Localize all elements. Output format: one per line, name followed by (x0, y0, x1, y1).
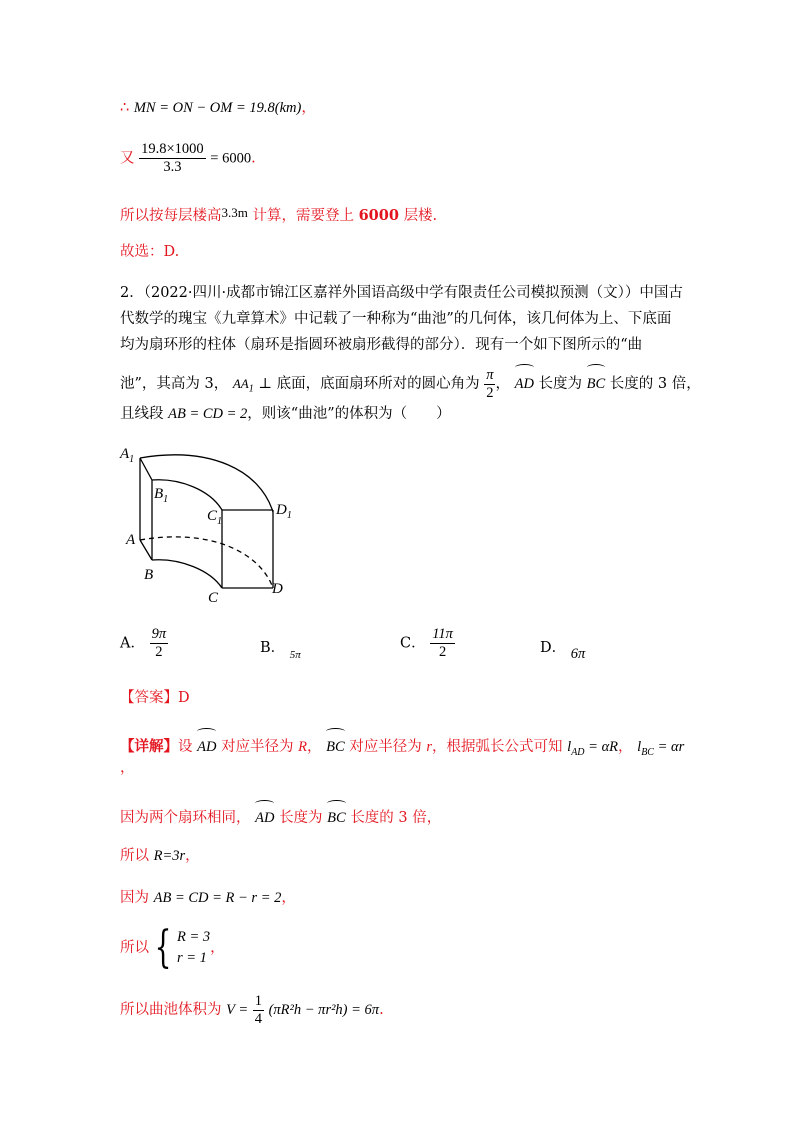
label-a: A (126, 532, 136, 548)
line3-text-a: 所以按每层楼高 (120, 208, 222, 224)
qu-chi-figure (110, 440, 310, 610)
l-symbol-1: l (567, 739, 572, 755)
floors-count: 6000 (358, 207, 399, 224)
option-b[interactable] (260, 636, 301, 661)
arc-length-ad (567, 739, 619, 758)
label-c: C (208, 590, 219, 606)
label-b: B (144, 567, 154, 583)
label-d1: $D_1$ (276, 502, 292, 521)
therefore-symbol: ∴ (120, 100, 130, 116)
option-d-value: 6π (570, 646, 586, 662)
half-pi-fraction (484, 367, 495, 402)
detail-line-5 (120, 924, 225, 972)
detail-line-2 (120, 800, 441, 828)
eq-alpha-small-r: = αr (657, 739, 685, 755)
quarter-numerator: 1 (254, 992, 262, 1009)
solution-line-2 (120, 141, 256, 176)
because-text: 因为 (120, 890, 149, 906)
fraction-denominator: 3.3 (163, 159, 182, 175)
question-line-3: 均为扇环形的柱体（扇环是指圆环被扇形截得的部分）．现有一个如下图所示的“曲 (120, 337, 643, 353)
aa1-letters: AA (232, 376, 249, 391)
solution-line-3 (120, 203, 437, 226)
small-r: r (426, 739, 433, 755)
segment-text: 且线段 (120, 406, 164, 422)
r-minus-r-equation: AB = CD = R − r = 2 (153, 890, 282, 906)
comma: ， (495, 376, 510, 392)
arc-length-bc (637, 739, 685, 758)
detail6-period: . (379, 1002, 384, 1018)
line3-text-b: 计算，需要登上 (252, 208, 354, 224)
so-text-2: 所以 (120, 940, 149, 956)
eq-alpha-r: = αR (588, 739, 619, 755)
arc-ad: AD (515, 364, 534, 400)
detail4-comma: ， (281, 890, 296, 906)
question-line-5 (120, 404, 451, 424)
label-c1: $C_1$ (207, 508, 223, 527)
angle-text: 底面，底面扇环所对的圆心角为 (276, 376, 480, 392)
detail-arc-formula-text: ，根据弧长公式可知 (432, 739, 563, 755)
option-a[interactable] (120, 626, 168, 661)
detail-arc-bc: BC (326, 728, 345, 762)
detail-line-1 (120, 728, 684, 758)
system-brace: { (154, 922, 172, 973)
so-text-1: 所以 (120, 848, 149, 864)
quarter-fraction (253, 993, 264, 1028)
volume-question: ，则该“曲池”的体积为（ ） (247, 406, 451, 422)
same-rings-text: 因为两个扇环相同， (120, 810, 251, 826)
detail2-arc-bc: BC (327, 800, 346, 832)
edge-a1-b1 (140, 458, 152, 480)
solution-line-1 (120, 98, 316, 118)
fraction-result: = 6000 (210, 150, 252, 167)
option-d[interactable] (540, 636, 585, 663)
line1-tail: ， (301, 100, 316, 116)
edge-a-b (140, 540, 152, 560)
detail-line-3 (120, 846, 200, 866)
label-b1: $B_1$ (154, 486, 169, 505)
question-number: 2． (120, 285, 144, 301)
l-sub-bc: BC (641, 746, 654, 758)
outer-arc-bottom-hidden (140, 537, 273, 588)
detail-radius-text-1: 对应半径为 (221, 739, 294, 755)
line3-text-c: 层楼. (403, 208, 438, 224)
detail3-comma: ， (185, 848, 200, 864)
system-row-2: r = 1 (177, 950, 207, 966)
fraction-numerator: 19.8×1000 (141, 141, 204, 157)
two-denominator: 2 (486, 384, 494, 401)
label-d: D (272, 581, 283, 597)
v-equals: V = (226, 1002, 249, 1018)
option-c-label: C． (400, 635, 426, 652)
volume-expression: (πR²h − πr²h) = 6π (268, 1002, 380, 1018)
r-equals-3r: R=3r (153, 848, 186, 864)
detail-line-4 (120, 888, 296, 908)
label-a1: $A_1$ (120, 446, 135, 465)
aa1-segment (232, 376, 254, 395)
aa1-subscript: 1 (248, 383, 254, 395)
detail-tag: 【详解】 (120, 738, 178, 755)
detail-comma-2: ， (618, 739, 633, 755)
option-a-denominator: 2 (155, 644, 163, 660)
equation-system (177, 927, 210, 969)
length-text: 长度为 (538, 376, 583, 392)
question-line-4 (120, 364, 701, 401)
quarter-denominator: 4 (254, 1010, 262, 1027)
pi-numerator: π (486, 366, 494, 383)
system-row-1: R = 3 (177, 929, 211, 945)
mn-equation: MN = ON − OM = 19.8(km) (133, 100, 302, 116)
detail-radius-text-2: 对应半径为 (349, 739, 422, 755)
question-line-2: 代数学的瑰宝《九章算术》中记载了一种称为“曲池”的几何体，该几何体为上、下底面 (120, 311, 672, 327)
floors-fraction (139, 141, 206, 176)
ratio-text: 长度的 3 倍， (609, 376, 701, 392)
detail-arc-ad: AD (197, 728, 216, 762)
outer-arc-top (140, 455, 273, 512)
answer-line (120, 688, 190, 708)
option-c-numerator: 11π (432, 626, 453, 642)
option-b-value: 5π (289, 649, 301, 661)
detail2-length-text: 长度为 (279, 810, 323, 826)
detail2-ratio-text: 长度的 3 倍， (350, 810, 442, 826)
option-c-denominator: 2 (438, 644, 447, 660)
arc-bc: BC (587, 364, 606, 400)
detail2-arc-ad: AD (255, 800, 274, 832)
segment-equation: AB = CD = 2 (168, 406, 248, 422)
detail5-comma: ， (210, 940, 225, 956)
floor-height: 3.3m (221, 205, 248, 220)
question-source: （2022·四川·成都市锦江区嘉祥外国语高级中学有限责任公司模拟预测（文））中国古 (143, 285, 683, 301)
option-c-fraction (430, 626, 455, 661)
detail-line-6 (120, 992, 384, 1028)
option-a-fraction (150, 626, 169, 661)
detail-set: 设 (178, 739, 193, 755)
option-a-label: A． (120, 635, 145, 652)
l-symbol-2: l (637, 739, 642, 755)
option-c[interactable] (400, 626, 455, 661)
l-sub-ad: AD (571, 746, 585, 758)
option-d-label: D． (540, 640, 567, 656)
detail-line-1-comma: ， (120, 760, 135, 776)
option-a-numerator: 9π (151, 626, 167, 642)
answer-value: D (178, 690, 190, 706)
question-line-1 (120, 283, 683, 303)
big-r: R (298, 739, 308, 755)
inner-arc-bottom (152, 560, 222, 588)
detail-comma-1: ， (307, 739, 322, 755)
perpendicular-symbol: ⊥ (258, 376, 272, 392)
volume-text: 所以曲池体积为 (120, 1002, 222, 1018)
again-prefix: 又 (120, 150, 135, 167)
height-text: 池”，其高为 3， (120, 376, 229, 392)
answer-tag: 【答案】 (120, 690, 178, 706)
option-b-label: B． (260, 640, 286, 656)
line2-tail: . (251, 150, 256, 167)
solution-choice: 故选：D. (120, 244, 180, 260)
